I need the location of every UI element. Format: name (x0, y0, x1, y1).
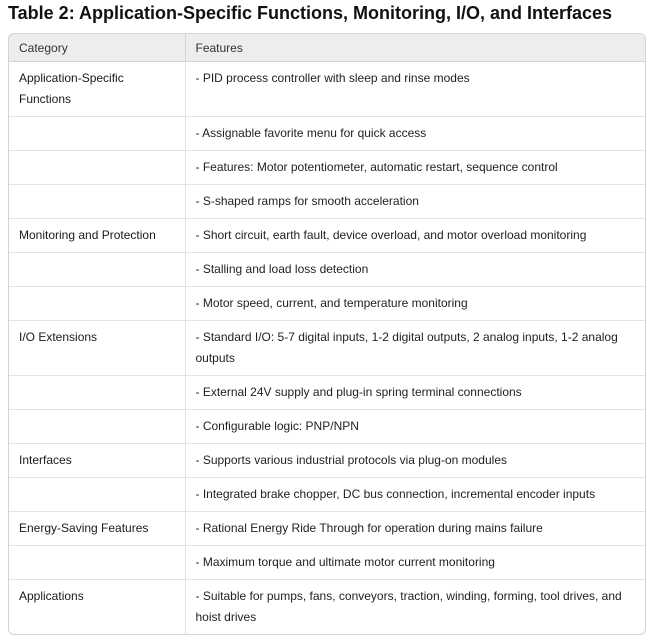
category-cell (9, 410, 185, 444)
feature-cell: - Assignable favorite menu for quick access (185, 117, 645, 151)
feature-cell: - Integrated brake chopper, DC bus connection, incremental encoder inputs (185, 478, 645, 512)
header-category: Category (9, 34, 185, 62)
features-table (9, 34, 645, 634)
table-row (9, 512, 645, 546)
category-cell (9, 185, 185, 219)
feature-cell: - Suitable for pumps, fans, conveyors, traction, winding, forming, tool drives, and hoist drives (195, 589, 622, 624)
features-table-container (8, 33, 646, 635)
category-cell (9, 546, 185, 580)
feature-cell: - Features: Motor potentiometer, automatic restart, sequence control (185, 151, 645, 185)
table-row (9, 546, 645, 580)
table-row (9, 185, 645, 219)
header-features: Features (185, 34, 645, 62)
feature-cell: - Rational Energy Ride Through for operation during mains failure (185, 512, 645, 546)
table-row (9, 410, 645, 444)
table-row (9, 580, 645, 635)
feature-cell: - Maximum torque and ultimate motor current monitoring (185, 546, 645, 580)
category-cell (9, 478, 185, 512)
table-row (9, 62, 645, 117)
table-row (9, 321, 645, 376)
feature-cell: - Standard I/O: 5-7 digital inputs, 1-2 digital outputs, 2 analog inputs, 1-2 analog outputs (185, 321, 645, 376)
feature-cell: - External 24V supply and plug-in spring terminal connections (185, 376, 645, 410)
table-header-row (9, 34, 645, 62)
category-cell: Application-Specific Functions (9, 62, 185, 117)
category-cell: Energy-Saving Features (9, 512, 185, 546)
table-row (9, 478, 645, 512)
table-row (9, 444, 645, 478)
table-row (9, 253, 645, 287)
table-title: Table 2: Application-Specific Functions, Monitoring, I/O, and Interfaces (8, 3, 613, 23)
table-row (9, 219, 645, 253)
category-cell: Monitoring and Protection (9, 219, 185, 253)
feature-cell: - Short circuit, earth fault, device overload, and motor overload monitoring (185, 219, 645, 253)
table-row (9, 117, 645, 151)
feature-cell: - S-shaped ramps for smooth acceleration (185, 185, 645, 219)
category-cell (9, 287, 185, 321)
feature-cell: - Motor speed, current, and temperature monitoring (185, 287, 645, 321)
category-cell (9, 151, 185, 185)
feature-cell: - Configurable logic: PNP/NPN (185, 410, 645, 444)
feature-cell: - Supports various industrial protocols via plug-on modules (185, 444, 645, 478)
category-cell (9, 117, 185, 151)
category-cell: Applications (9, 580, 185, 635)
category-cell: I/O Extensions (9, 321, 185, 376)
category-cell: Interfaces (9, 444, 185, 478)
category-cell (9, 376, 185, 410)
feature-cell: - PID process controller with sleep and rinse modes (185, 62, 645, 117)
table-row (9, 151, 645, 185)
category-cell (9, 253, 185, 287)
feature-cell: - Stalling and load loss detection (185, 253, 645, 287)
table-row (9, 376, 645, 410)
table-row (9, 287, 645, 321)
